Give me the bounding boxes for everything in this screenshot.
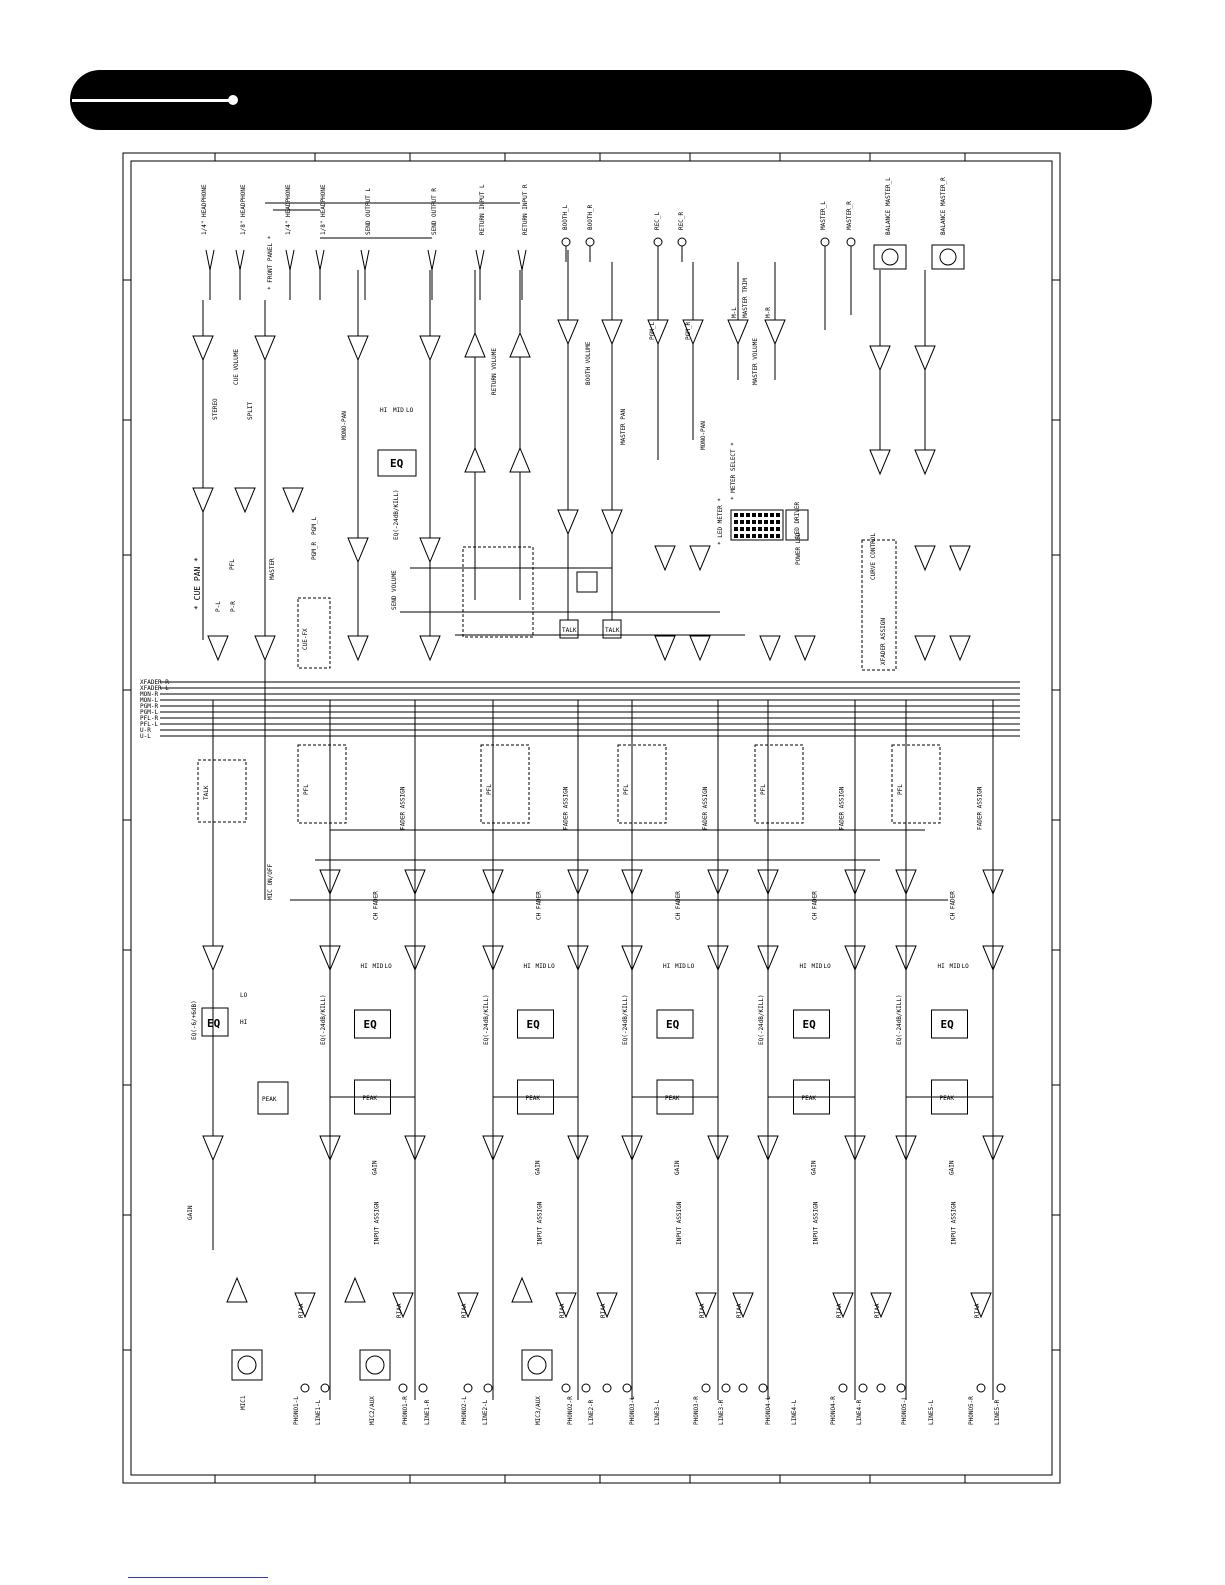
mic-xlr-circle <box>238 1356 256 1374</box>
eq-label: EQ <box>526 1018 540 1031</box>
top-output-jacks <box>206 238 855 300</box>
amp-triangle <box>690 636 710 660</box>
amp-triangle <box>950 636 970 660</box>
mic-eq-range-label: EQ(-6/+6dB) <box>191 1000 198 1040</box>
input-assign-label: INPUT ASSIGN <box>536 1201 544 1245</box>
led-segment <box>740 527 744 531</box>
amp-triangle <box>728 320 748 344</box>
led-segment <box>776 513 780 517</box>
input-jack-icon <box>582 1384 590 1392</box>
rec-l-label: REC_L <box>654 211 661 230</box>
led-segment <box>734 513 738 517</box>
bus-lines <box>160 682 1020 736</box>
pfl-label: PFL <box>760 784 767 795</box>
led-segment <box>746 527 750 531</box>
input-label-11: PHONO3-L <box>629 1396 636 1425</box>
input-jack-icon <box>839 1384 847 1392</box>
curve-control-label: CURVE CONTROL <box>870 533 877 580</box>
eq-kill-label: EQ(-24dB/KILL) <box>758 994 765 1045</box>
eq-kill-label: EQ(-24dB/KILL) <box>622 994 629 1045</box>
footer-link-line <box>128 1577 268 1578</box>
amp-triangle <box>602 320 622 344</box>
amp-triangle <box>870 346 890 370</box>
ch-fader-label: CH FADER <box>811 891 819 920</box>
eq-mid-label: MID <box>535 963 547 970</box>
input-label-6: PHONO2-L <box>461 1396 468 1425</box>
led-driver-label: LED DRIVER <box>794 501 801 538</box>
balance-master-l-label: BALANCE MASTER_L <box>885 177 892 235</box>
led-segment <box>740 513 744 517</box>
input-assign-label: INPUT ASSIGN <box>812 1201 820 1245</box>
assign-box <box>755 745 803 823</box>
peak-label: PEAK <box>525 1095 540 1102</box>
assign-box <box>892 745 940 823</box>
eq-mid-label: MID <box>675 963 686 970</box>
amp-triangle <box>283 488 303 512</box>
amp-triangle <box>915 636 935 660</box>
bus-label: MON-R <box>140 691 159 698</box>
input-label-20: LINE5-L <box>928 1399 935 1425</box>
mic-amp <box>203 946 223 970</box>
eq-label: EQ <box>802 1018 816 1031</box>
gain-label: GAIN <box>371 1160 379 1175</box>
pgm-r-label: PGM_R <box>311 541 318 560</box>
led-segment <box>770 520 774 524</box>
output-jack-icon <box>361 250 369 270</box>
input-jack-icon <box>877 1384 885 1392</box>
led-segment <box>770 534 774 538</box>
eq-hi-label: HI <box>799 963 807 970</box>
peak-label: PEAK <box>939 1095 954 1102</box>
pgm-l-label: PGM_L <box>311 516 318 535</box>
output-jack-icon <box>518 250 526 270</box>
input-label-18: LINE4-R <box>856 1399 863 1425</box>
ch-fader-label: CH FADER <box>675 891 682 920</box>
send-eq-hi: HI <box>380 407 388 414</box>
riaa-label: RIAA <box>874 1303 881 1318</box>
mono-pgm-label: MONO-PAN <box>700 421 707 450</box>
output-jack-icon <box>316 250 324 270</box>
input-label-5: LINE1-R <box>424 1399 431 1425</box>
input-assign-label: INPUT ASSIGN <box>373 1201 381 1245</box>
input-label-7: LINE2-L <box>482 1399 489 1425</box>
pfl-label: PFL <box>229 559 236 570</box>
input-label-10: LINE2-R <box>588 1399 595 1425</box>
output-jack-icon <box>206 250 214 270</box>
input-jack-icon <box>399 1384 407 1392</box>
rca-jack-icon <box>821 238 829 246</box>
channel-strip-labels <box>298 784 984 1318</box>
output-jack-icon <box>286 250 294 270</box>
amp-triangle <box>465 333 485 357</box>
led-segment <box>764 534 768 538</box>
amp-triangle <box>510 448 530 472</box>
input-jack-icon <box>623 1384 631 1392</box>
stereo-label: STEREO <box>212 398 219 420</box>
led-meter-bars <box>734 513 780 538</box>
ch-fader-label: CH FADER <box>372 891 380 920</box>
ch-fader-label: CH FADER <box>949 891 957 920</box>
led-segment <box>764 513 768 517</box>
amp-triangle <box>465 448 485 472</box>
gain-label: GAIN <box>674 1160 681 1175</box>
mic-xlr-jack <box>232 1350 262 1380</box>
amp-triangle <box>420 538 440 562</box>
return-volume-label: RETURN VOLUME <box>491 348 498 395</box>
talk-left-label: TALK <box>562 627 577 634</box>
output-jack-icon <box>428 250 436 270</box>
input-label-9: PHONO2-R <box>567 1396 574 1425</box>
amp-triangle <box>915 546 935 570</box>
input-label-19: PHONO5-L <box>901 1396 908 1425</box>
riaa-label: RIAA <box>699 1303 706 1318</box>
led-segment <box>734 527 738 531</box>
led-segment <box>740 520 744 524</box>
input-jack-icon <box>321 1384 329 1392</box>
riaa-label: RIAA <box>600 1303 607 1318</box>
input-label-13: PHONO3-R <box>693 1396 700 1425</box>
input-label-12: LINE3-L <box>654 1399 661 1425</box>
input-label-0: MIC1 <box>240 1395 247 1410</box>
gain-label: GAIN <box>810 1160 818 1175</box>
input-label-22: LINE5-R <box>994 1399 1001 1425</box>
ch-fader-label: CH FADER <box>535 891 543 920</box>
amp-triangle <box>558 320 578 344</box>
riaa-label: RIAA <box>559 1303 566 1318</box>
master-trim-label: MASTER TRIM <box>742 278 749 318</box>
rca-jack-icon <box>678 238 686 246</box>
input-label-2: LINE1-L <box>315 1399 322 1425</box>
led-segment <box>764 527 768 531</box>
eq-lo-label: LO <box>547 963 555 970</box>
assign-box <box>481 745 529 823</box>
led-segment <box>758 534 762 538</box>
input-jack-icon <box>419 1384 427 1392</box>
pgm-l-meter-label: PGM_L <box>649 321 656 340</box>
amp-triangle <box>510 333 530 357</box>
bus-label: XFADER-L <box>140 685 169 692</box>
master-l-label: MASTER_L <box>820 201 827 230</box>
mic-onoff-label: MIC ON/OFF <box>267 863 274 900</box>
input-jack-icon <box>603 1384 611 1392</box>
amp-triangle <box>348 336 368 360</box>
eq-lo-label: LO <box>384 963 392 970</box>
led-segment <box>746 513 750 517</box>
led-meter-label: * LED METER * <box>717 498 724 545</box>
riaa-label: RIAA <box>396 1303 403 1318</box>
booth-l-label: BOOTH_L <box>562 204 569 230</box>
return-routing-box <box>463 547 533 637</box>
amp-triangle <box>208 636 228 660</box>
mic-amp <box>203 1136 223 1160</box>
amp-triangle <box>558 510 578 534</box>
mic-amp <box>345 1278 365 1302</box>
return-input-l-label: RETURN INPUT L <box>479 184 486 235</box>
riaa-label: RIAA <box>974 1303 981 1318</box>
led-segment <box>752 520 756 524</box>
rca-jack-icon <box>654 238 662 246</box>
input-label-14: LINE3-R <box>718 1399 725 1425</box>
amp-triangle <box>690 546 710 570</box>
riaa-label: RIAA <box>836 1303 843 1318</box>
input-label-21: PHONO5-R <box>968 1396 975 1425</box>
fader-assign-label: FADER ASSIGN <box>702 786 709 830</box>
input-jack-icon <box>464 1384 472 1392</box>
riaa-label: RIAA <box>298 1303 305 1318</box>
bus-label: PFL-R <box>140 715 159 722</box>
eq-label: EQ <box>666 1018 680 1031</box>
eq-kill-label: EQ(-24dB/KILL) <box>483 994 490 1045</box>
riaa-label: RIAA <box>736 1303 743 1318</box>
fader-assign-label: FADER ASSIGN <box>562 786 570 830</box>
amp-triangle <box>255 336 275 360</box>
curve-control-box <box>862 540 896 670</box>
input-jack-icon <box>702 1384 710 1392</box>
input-label-4: PHONO1-R <box>402 1396 409 1425</box>
headphone-3-label: 1/4" HEADPHONE <box>285 184 292 235</box>
amp-triangle <box>420 636 440 660</box>
pfl-label: PFL <box>623 784 630 795</box>
peak-label: PEAK <box>665 1095 680 1102</box>
eq-kill-label: EQ(-24dB/KILL) <box>896 994 903 1045</box>
headphone-2-label: 1/8" HEADPHONE <box>240 184 247 235</box>
led-segment <box>776 520 780 524</box>
bus-label: MON-L <box>140 697 159 704</box>
amp-triangle <box>255 636 275 660</box>
fader-assign-label: FADER ASSIGN <box>976 786 984 830</box>
booth-volume-label: BOOTH VOLUME <box>585 341 592 385</box>
amp-triangle <box>915 450 935 474</box>
led-segment <box>740 534 744 538</box>
amp-triangle <box>193 336 213 360</box>
amp-triangle <box>602 510 622 534</box>
mic-eq-hi: HI <box>240 1019 248 1026</box>
cue-pan-label: * CUE PAN * <box>193 557 202 610</box>
amp-triangle <box>420 336 440 360</box>
mic-gain-label: GAIN <box>187 1205 194 1220</box>
master-r-label: MASTER_R <box>846 201 853 230</box>
mic3-xlr-jack <box>522 1350 552 1380</box>
input-assign-label: INPUT ASSIGN <box>676 1201 683 1245</box>
amp-triangle <box>760 636 780 660</box>
eq-lo-label: LO <box>823 963 831 970</box>
bus-label: PGM-R <box>140 703 159 710</box>
output-jack-icon <box>236 250 244 270</box>
led-segment <box>758 520 762 524</box>
front-panel-label: * FRONT PANEL * <box>267 235 274 290</box>
eq-mid-label: MID <box>949 963 961 970</box>
output-jack-icon <box>476 250 484 270</box>
input-jack-icon <box>739 1384 747 1392</box>
gain-label: GAIN <box>534 1160 542 1175</box>
pfl-label: PFL <box>486 784 493 795</box>
mic2-xlr-jack <box>360 1350 390 1380</box>
led-segment <box>776 527 780 531</box>
send-volume-label: SEND VOLUME <box>391 570 398 610</box>
cue-fx-label: CUE-FX <box>302 628 309 650</box>
mic2-xlr-circle <box>366 1356 384 1374</box>
led-segment <box>764 520 768 524</box>
mic-amp <box>512 1278 532 1302</box>
power-led-label: POWER LED <box>795 532 802 565</box>
master-label: MASTER <box>269 558 276 580</box>
send-output-l-label: SEND OUTPUT L <box>365 188 372 235</box>
riaa-label: RIAA <box>461 1303 468 1318</box>
pgm-r-meter-label: PGM_R <box>685 321 692 340</box>
pfl-label: PFL <box>303 784 310 795</box>
signal-wiring <box>203 203 948 1380</box>
led-segment <box>746 520 750 524</box>
led-segment <box>770 527 774 531</box>
amp-triangle <box>348 636 368 660</box>
input-jack-icon <box>484 1384 492 1392</box>
input-jack-icon <box>977 1384 985 1392</box>
split-label: SPLIT <box>247 401 254 420</box>
amp-triangle <box>655 636 675 660</box>
peak-label: PEAK <box>801 1095 816 1102</box>
mono-pan-label: MONO-PAN <box>341 411 348 440</box>
input-jack-icon <box>859 1384 867 1392</box>
p-r-label: P-R <box>230 601 237 612</box>
input-label-15: PHONO4-L <box>765 1396 772 1425</box>
send-eq-kill-label: EQ(-24dB/KILL) <box>393 489 400 540</box>
led-segment <box>734 520 738 524</box>
led-segment <box>734 534 738 538</box>
send-eq-label: EQ <box>390 457 404 470</box>
eq-label: EQ <box>363 1018 377 1031</box>
p-l-label: P-L <box>215 601 222 612</box>
led-segment <box>770 513 774 517</box>
master-volume-label: MASTER VOLUME <box>752 338 759 385</box>
xfader-assign-label: XFADER ASSIGN <box>880 618 887 665</box>
eq-label: EQ <box>940 1018 954 1031</box>
headphone-4-label: 1/8" HEADPHONE <box>320 184 327 235</box>
amp-triangle <box>193 488 213 512</box>
m-r-label: M-R <box>765 307 772 318</box>
eq-hi-label: HI <box>937 963 945 970</box>
bus-label: U-L <box>140 733 151 740</box>
xlr-out-r-circle <box>940 249 956 265</box>
eq-hi-label: HI <box>663 963 671 970</box>
eq-lo-label: LO <box>961 963 969 970</box>
input-assign-label: INPUT ASSIGN <box>950 1201 958 1245</box>
amp-triangle <box>870 450 890 474</box>
headphone-1-label: 1/4" HEADPHONE <box>201 184 208 235</box>
eq-hi-label: HI <box>360 963 368 970</box>
eq-mid-label: MID <box>811 963 823 970</box>
amp-triangle <box>915 346 935 370</box>
amp-triangle <box>950 546 970 570</box>
bus-label: U-R <box>140 727 151 734</box>
eq-mid-label: MID <box>372 963 384 970</box>
bus-labels <box>140 679 169 740</box>
talk-switch <box>577 572 597 592</box>
led-segment <box>758 513 762 517</box>
bus-label: XFADER-R <box>140 679 169 686</box>
master-pan-label: MASTER PAN <box>620 408 627 445</box>
gain-label: GAIN <box>948 1160 956 1175</box>
mic-eq-lo: LO <box>240 992 248 999</box>
rca-jack-icon <box>847 238 855 246</box>
assign-box <box>298 745 346 823</box>
send-eq-mid: MID <box>393 407 404 414</box>
amp-triangle <box>765 320 785 344</box>
input-jack-icon <box>997 1384 1005 1392</box>
led-segment <box>752 534 756 538</box>
rec-r-label: REC_R <box>678 211 685 230</box>
mic-amp <box>227 1278 247 1302</box>
input-label-8: MIC3/AUX <box>535 1396 542 1425</box>
input-jack-icon <box>562 1384 570 1392</box>
return-input-r-label: RETURN INPUT R <box>522 184 529 235</box>
fader-assign-label: FADER ASSIGN <box>838 786 846 830</box>
input-jack-icon <box>301 1384 309 1392</box>
eq-lo-label: LO <box>687 963 695 970</box>
fader-assign-label: FADER ASSIGN <box>399 786 407 830</box>
bus-label: PGM-L <box>140 709 159 716</box>
led-segment <box>746 534 750 538</box>
mic-peak-label: PEAK <box>262 1096 277 1103</box>
bus-label: PFL-L <box>140 721 159 728</box>
mic-eq-label: EQ <box>207 1017 221 1030</box>
mic3-xlr-circle <box>528 1356 546 1374</box>
input-label-16: LINE4-L <box>791 1399 798 1425</box>
input-jack-icon <box>722 1384 730 1392</box>
meter-select-label: * METER SELECT * <box>730 442 737 500</box>
send-output-r-label: SEND OUTPUT R <box>431 188 438 235</box>
xlr-out-l-circle <box>882 249 898 265</box>
booth-r-label: BOOTH_R <box>587 204 594 230</box>
rca-jack-icon <box>562 238 570 246</box>
amp-triangle <box>795 636 815 660</box>
amp-triangle <box>235 488 255 512</box>
led-segment <box>758 527 762 531</box>
send-eq-lo: LO <box>406 407 414 414</box>
assign-box <box>618 745 666 823</box>
input-jack-icon <box>759 1384 767 1392</box>
eq-hi-label: HI <box>523 963 531 970</box>
rca-jack-icon <box>586 238 594 246</box>
cue-volume-label: CUE VOLUME <box>233 348 240 385</box>
led-segment <box>752 527 756 531</box>
mic-talk-label: TALK <box>203 785 210 800</box>
amp-triangle <box>655 546 675 570</box>
eq-kill-label: EQ(-24dB/KILL) <box>320 994 327 1045</box>
input-jack-icon <box>897 1384 905 1392</box>
input-label-1: PHONO1-L <box>293 1396 300 1425</box>
peak-label: PEAK <box>362 1095 377 1102</box>
input-label-17: PHONO4-R <box>830 1396 837 1425</box>
led-segment <box>752 513 756 517</box>
pfl-label: PFL <box>897 784 904 795</box>
amp-triangle <box>348 538 368 562</box>
input-label-3: MIC2/AUX <box>369 1396 376 1425</box>
input-labels <box>240 1395 1001 1425</box>
balance-master-r-label: BALANCE MASTER_R <box>940 177 947 235</box>
led-segment <box>776 534 780 538</box>
led-meter-display <box>731 510 783 540</box>
m-l-label: M-L <box>731 307 738 318</box>
talk-right-label: TALK <box>605 627 620 634</box>
